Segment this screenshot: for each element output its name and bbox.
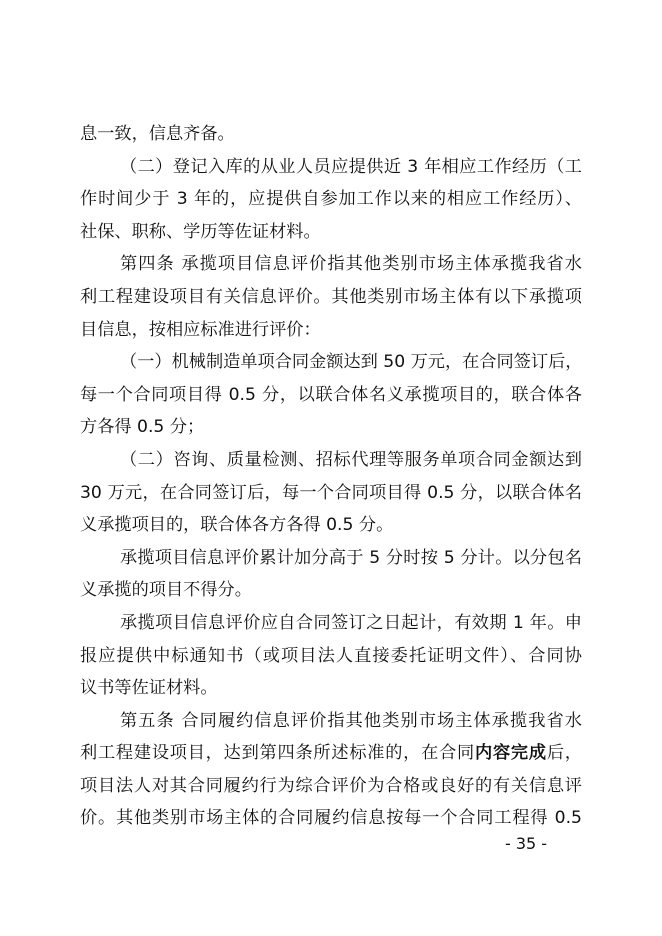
- paragraph-line: 30 万元，在合同签订后，每一个合同项目得 0.5 分，以联合体名: [80, 482, 582, 503]
- article-heading-line: 第四条 承揽项目信息评价指其他类别市场主体承揽我省水: [120, 254, 582, 275]
- text-segment: 利工程建设项目，达到第四条所述标准的，在合同: [80, 743, 475, 764]
- paragraph-line: 议书等佐证材料。: [80, 678, 218, 699]
- document-body: [80, 118, 582, 835]
- paragraph-line: 每一个合同项目得 0.5 分，以联合体名义承揽项目的，联合体各: [80, 384, 582, 405]
- paragraph-line-with-emphasis: [80, 737, 582, 770]
- paragraph-line: 义承揽项目的，联合体各方各得 0.5 分。: [80, 515, 394, 536]
- paragraph-line: 承揽项目信息评价累计加分高于 5 分时按 5 分计。以分包名: [120, 547, 582, 568]
- paragraph-line: 社保、职称、学历等佐证材料。: [80, 221, 321, 242]
- paragraph-line: （二）登记入库的从业人员应提供近 3 年相应工作经历（工: [120, 156, 582, 177]
- paragraph-line: 承揽项目信息评价应自合同签订之日起计，有效期 1 年。申: [120, 612, 582, 633]
- page-number: - 35 -: [505, 834, 548, 853]
- paragraph-line: （二）咨询、质量检测、招标代理等服务单项合同金额达到: [120, 449, 582, 470]
- text-segment: 后，: [546, 743, 582, 764]
- emphasis-text: 内容完成: [475, 743, 547, 764]
- paragraph-line: 价。其他类别市场主体的合同履约信息按每一个合同工程得 0.5: [80, 808, 582, 829]
- article-heading-line: 第五条 合同履约信息评价指其他类别市场主体承揽我省水: [120, 710, 582, 731]
- paragraph-line: 息一致，信息齐备。: [80, 124, 235, 144]
- paragraph-line: 项目法人对其合同履约行为综合评价为合格或良好的有关信息评: [80, 775, 582, 796]
- paragraph-line: 义承揽的项目不得分。: [80, 580, 252, 601]
- paragraph-line: （一）机械制造单项合同金额达到 50 万元，在合同签订后，: [120, 352, 583, 373]
- paragraph-line: 报应提供中标通知书（或项目法人直接委托证明文件）、合同协: [80, 645, 582, 666]
- paragraph-line: 方各得 0.5 分；: [80, 417, 205, 438]
- paragraph-line: 作时间少于 3 年的，应提供自参加工作以来的相应工作经历）、: [80, 189, 582, 210]
- paragraph-line: 目信息，按相应标准进行评价：: [80, 319, 321, 340]
- paragraph-line: 利工程建设项目有关信息评价。其他类别市场主体有以下承揽项: [80, 286, 582, 307]
